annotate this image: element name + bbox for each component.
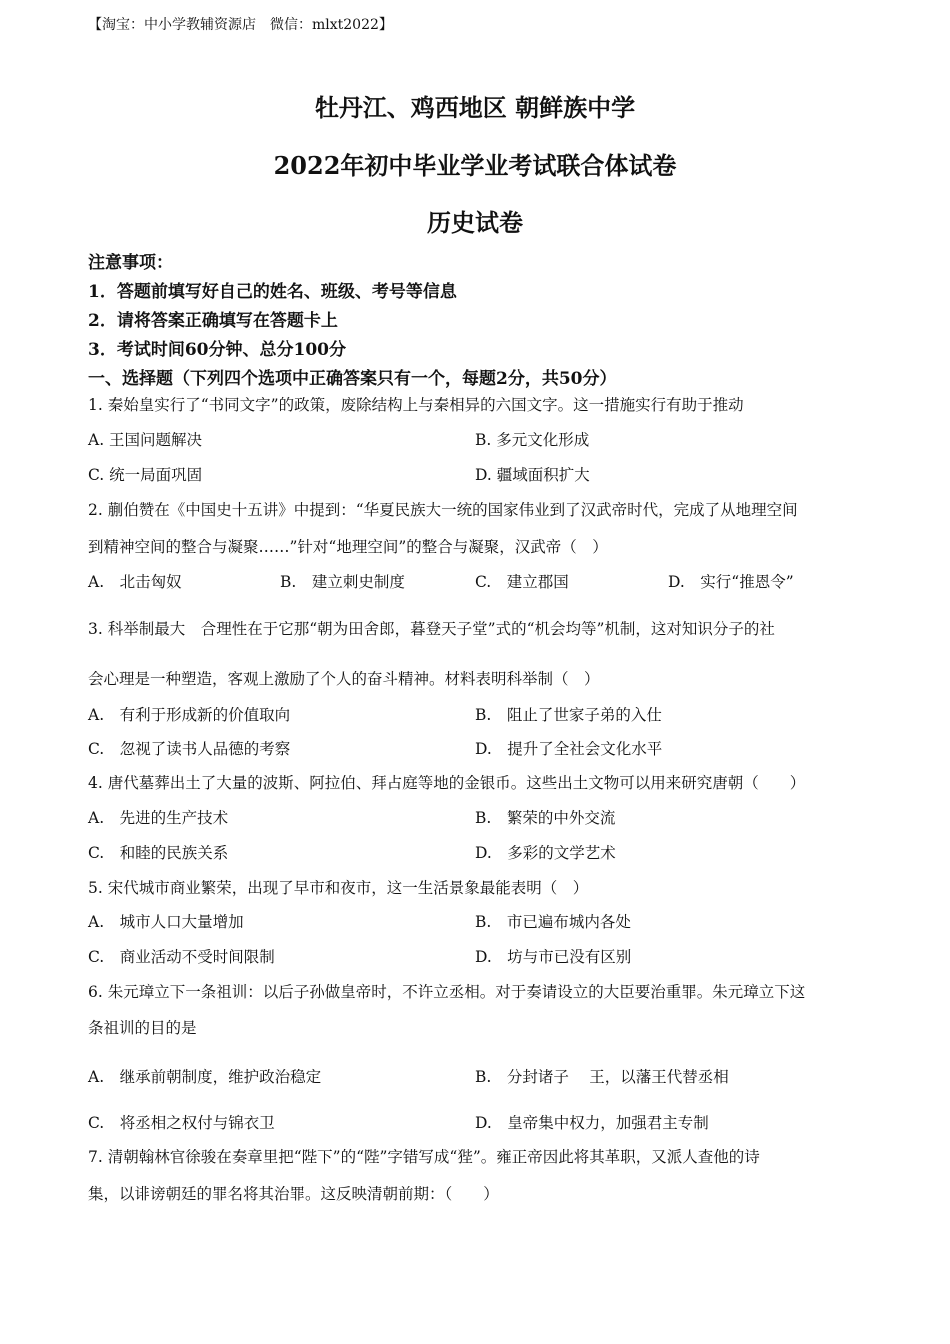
option-a: A. 北击匈奴 — [88, 573, 182, 591]
option-b: B. 繁荣的中外交流 — [475, 809, 616, 827]
option-d: D. 多彩的文学艺术 — [475, 844, 616, 862]
notice-heading: 注意事项： — [88, 253, 173, 273]
exam-title-line3: 历史试卷 — [427, 208, 523, 237]
question-6-text: 6. 朱元璋立下一条祖训：以后子孙做皇帝时，不许立丞相。对于奏请设立的大臣要治重罪。朱元璋立下这 — [88, 983, 806, 1001]
question-4-text: 4. 唐代墓葬出土了大量的波斯、阿拉伯、拜占庭等地的金银币。这些出土文物可以用来研究唐朝（ ） — [88, 774, 806, 792]
option-c: C. 建立郡国 — [475, 573, 569, 591]
option-b: B. 建立刺史制度 — [280, 573, 405, 591]
question-2-text: 2. 蒯伯赞在《中国史十五讲》中提到：“华夏民族大一统的国家伟业到了汉武帝时代，完成了从地理空间 — [88, 501, 798, 519]
question-3-text: 3. 科举制最大 合理性在于它那“朝为田舍郎，暮登天子堂”式的“机会均等”机制，这对知识分子的社 — [88, 620, 775, 638]
option-d: D. 实行“推恩令” — [668, 573, 794, 591]
page-header: 【淘宝：中小学教辅资源店 微信：mlxt2022】 — [88, 17, 393, 33]
option-b: B. 分封诸子 王，以藩王代替丞相 — [475, 1068, 729, 1086]
question-1-text: 1. 秦始皇实行了“书同文字”的政策，废除结构上与秦相异的六国文字。这一措施实行有助于推动 — [88, 396, 744, 414]
exam-title-line1: 牡丹江、鸡西地区 朝鲜族中学 — [314, 93, 636, 122]
question-7-text: 7. 清朝翰林官徐骏在奏章里把“陛下”的“陛”字错写成“狴”。雍正帝因此将其革职，又派人查他的诗 — [88, 1148, 760, 1166]
notice-item: 2．请将答案正确填写在答题卡上 — [88, 311, 338, 331]
exam-title-line2: 2022年初中毕业学业考试联合体试卷 — [273, 151, 677, 180]
option-c: C. 统一局面巩固 — [88, 466, 203, 484]
question-5-text: 5. 宋代城市商业繁荣，出现了早市和夜市，这一生活景象最能表明（ ） — [88, 879, 589, 897]
option-a: A. 城市人口大量增加 — [88, 913, 244, 931]
notice-item: 1．答题前填写好自己的姓名、班级、考号等信息 — [88, 282, 457, 302]
option-d: D. 坊与市已没有区别 — [475, 948, 632, 966]
option-a: A. 有利于形成新的价值取向 — [88, 706, 291, 724]
question-7-text: 集，以诽谤朝廷的罪名将其治罪。这反映清朝前期：（ ） — [88, 1185, 499, 1203]
section-heading: 一、选择题（下列四个选项中正确答案只有一个，每题2分，共50分） — [88, 369, 617, 389]
option-d: D. 疆域面积扩大 — [475, 466, 590, 484]
notice-item: 3．考试时间60分钟、总分100分 — [88, 340, 346, 360]
option-d: D. 皇帝集中权力，加强君主专制 — [475, 1114, 709, 1132]
option-c: C. 商业活动不受时间限制 — [88, 948, 275, 966]
question-2-text: 到精神空间的整合与凝聚……”针对“地理空间”的整合与凝聚，汉武帝（ ） — [88, 538, 608, 556]
question-3-text: 会心理是一种塑造，客观上激励了个人的奋斗精神。材料表明科举制（ ） — [88, 670, 600, 688]
option-a: A. 先进的生产技术 — [88, 809, 229, 827]
option-c: C. 忽视了读书人品德的考察 — [88, 740, 291, 758]
option-c: C. 将丞相之权付与锦衣卫 — [88, 1114, 275, 1132]
option-b: B. 多元文化形成 — [475, 431, 590, 449]
option-d: D. 提升了全社会文化水平 — [475, 740, 663, 758]
option-b: B. 阻止了世家子弟的入仕 — [475, 706, 662, 724]
option-b: B. 市已遍布城内各处 — [475, 913, 631, 931]
option-a: A. 继承前朝制度，维护政治稳定 — [88, 1068, 322, 1086]
question-6-text: 条祖训的目的是 — [88, 1019, 197, 1037]
option-c: C. 和睦的民族关系 — [88, 844, 229, 862]
option-a: A. 王国问题解决 — [88, 431, 203, 449]
